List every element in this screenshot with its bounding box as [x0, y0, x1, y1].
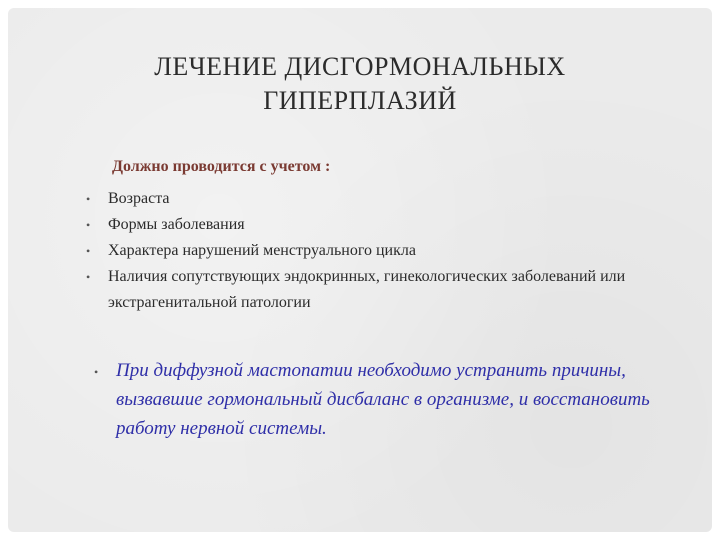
- list-item: [86, 264, 646, 316]
- bullet-icon: •: [86, 218, 91, 232]
- lead-text: Должно проводится с учетом :: [112, 158, 331, 175]
- list-item: [86, 186, 646, 212]
- note-paragraph: [94, 356, 694, 443]
- bullet-icon: •: [86, 192, 91, 206]
- list-item: [86, 212, 646, 238]
- criteria-list: [86, 186, 646, 316]
- slide-title-line-2: ГИПЕРПЛАЗИЙ: [263, 86, 457, 115]
- slide-title-line-1: ЛЕЧЕНИЕ ДИСГОРМОНАЛЬНЫХ: [154, 52, 566, 81]
- list-item-text: Формы заболевания: [108, 216, 245, 233]
- list-item-text: Наличия сопутствующих эндокринных, гинекологических заболеваний или экстрагенитальной патологии: [108, 268, 626, 311]
- bullet-icon: •: [86, 270, 91, 284]
- slide-title: [8, 50, 712, 118]
- list-item-text: Характера нарушений менструального цикла: [108, 242, 416, 259]
- note-text: При диффузной мастопатии необходимо устранить причины, вызвавшие гормональный дисбаланс в организме, и восстановить работу нервной системы.: [116, 360, 650, 439]
- slide: [8, 8, 712, 532]
- list-item: [86, 238, 646, 264]
- bullet-icon: •: [94, 365, 99, 379]
- list-item-text: Возраста: [108, 190, 170, 207]
- bullet-icon: •: [86, 244, 91, 258]
